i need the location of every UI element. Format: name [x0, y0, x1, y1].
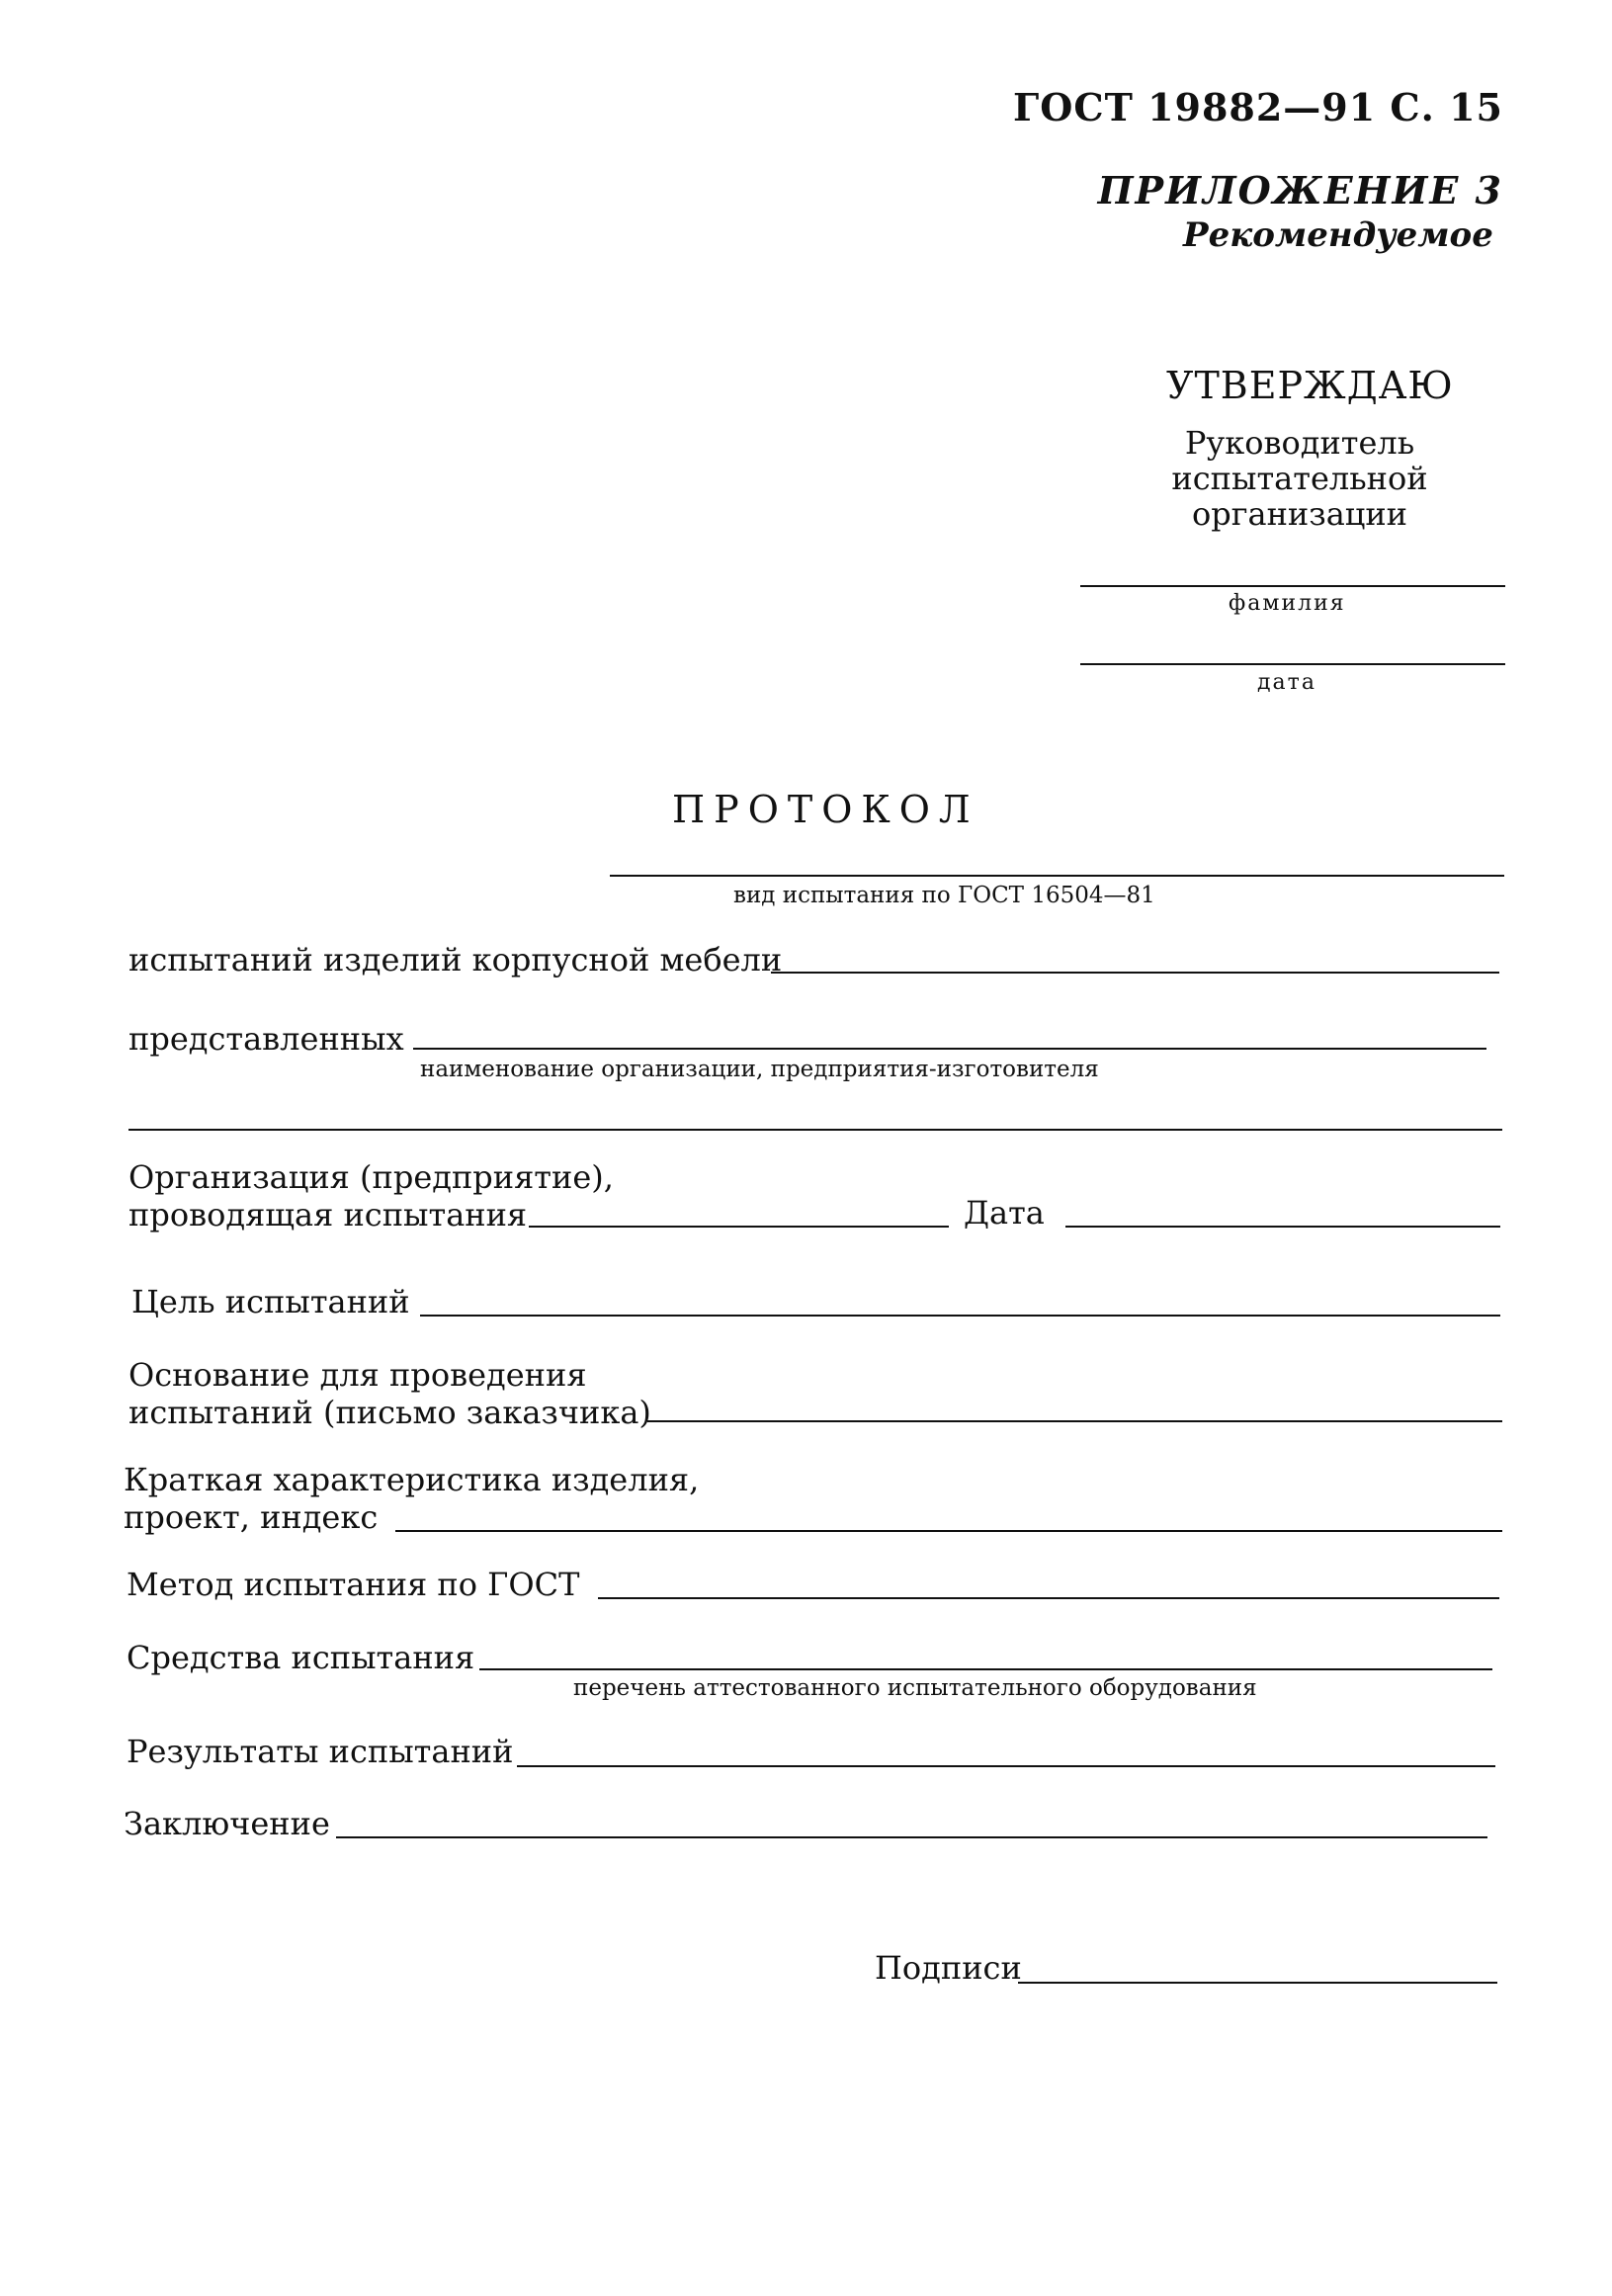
approver-role-line: организации [1191, 495, 1407, 533]
surname-caption: фамилия [1229, 591, 1346, 616]
purpose-line[interactable] [420, 1315, 1500, 1317]
product-line[interactable] [395, 1530, 1502, 1532]
signatures-line[interactable] [1018, 1982, 1497, 1984]
submitted-by-label: представленных [128, 1020, 404, 1058]
basis-label-line: испытаний (письмо заказчика) [128, 1394, 651, 1431]
equipment-label: Средства испытания [127, 1639, 475, 1676]
results-line[interactable] [517, 1765, 1495, 1767]
conclusion-line[interactable] [336, 1836, 1487, 1838]
method-line[interactable] [598, 1597, 1499, 1599]
document-header: ГОСТ 19882—91 С. 15 [1013, 85, 1503, 129]
product-label-line: Краткая характеристика изделия, [124, 1461, 700, 1498]
conclusion-label: Заключение [124, 1805, 330, 1842]
product-label [124, 1461, 699, 1536]
equipment-caption: перечень аттестованного испытательного оборудования [573, 1675, 1257, 1701]
protocol-title: ПРОТОКОЛ [672, 788, 979, 831]
organization-label-line: Организация (предприятие), [128, 1158, 614, 1196]
purpose-label: Цель испытаний [131, 1283, 410, 1320]
submitted-by-caption: наименование организации, предприятия-изготовителя [420, 1057, 1099, 1082]
organization-label [128, 1158, 614, 1233]
appendix-title: ПРИЛОЖЕНИЕ 3 [1097, 168, 1503, 213]
approval-date-caption: дата [1257, 670, 1316, 695]
approval-heading: УТВЕРЖДАЮ [1166, 364, 1454, 407]
test-type-line[interactable] [610, 875, 1504, 877]
approver-role [1156, 425, 1443, 532]
submitted-by-line[interactable] [413, 1048, 1486, 1050]
tests-of-label: испытаний изделий корпусной мебели [128, 941, 783, 978]
signatures-label: Подписи [875, 1949, 1022, 1987]
submitted-by-continuation-line[interactable] [128, 1129, 1502, 1131]
test-type-caption: вид испытания по ГОСТ 16504—81 [733, 883, 1155, 908]
basis-label [128, 1356, 651, 1431]
appendix-subtitle: Рекомендуемое [1183, 215, 1493, 255]
tests-of-line[interactable] [771, 972, 1499, 974]
approver-role-line: испытательной [1171, 460, 1428, 497]
product-label-line: проект, индекс [124, 1498, 379, 1536]
method-label: Метод испытания по ГОСТ [127, 1566, 580, 1603]
organization-label-line: проводящая испытания [128, 1196, 528, 1233]
date-label: Дата [964, 1194, 1045, 1232]
basis-label-line: Основание для проведения [128, 1356, 587, 1394]
approver-role-line: Руководитель [1184, 424, 1415, 462]
date-line[interactable] [1065, 1226, 1500, 1228]
surname-line[interactable] [1080, 585, 1505, 587]
results-label: Результаты испытаний [127, 1733, 514, 1770]
approval-date-line[interactable] [1080, 663, 1505, 665]
organization-line[interactable] [529, 1226, 949, 1228]
equipment-line[interactable] [479, 1668, 1492, 1670]
basis-line[interactable] [647, 1420, 1502, 1422]
